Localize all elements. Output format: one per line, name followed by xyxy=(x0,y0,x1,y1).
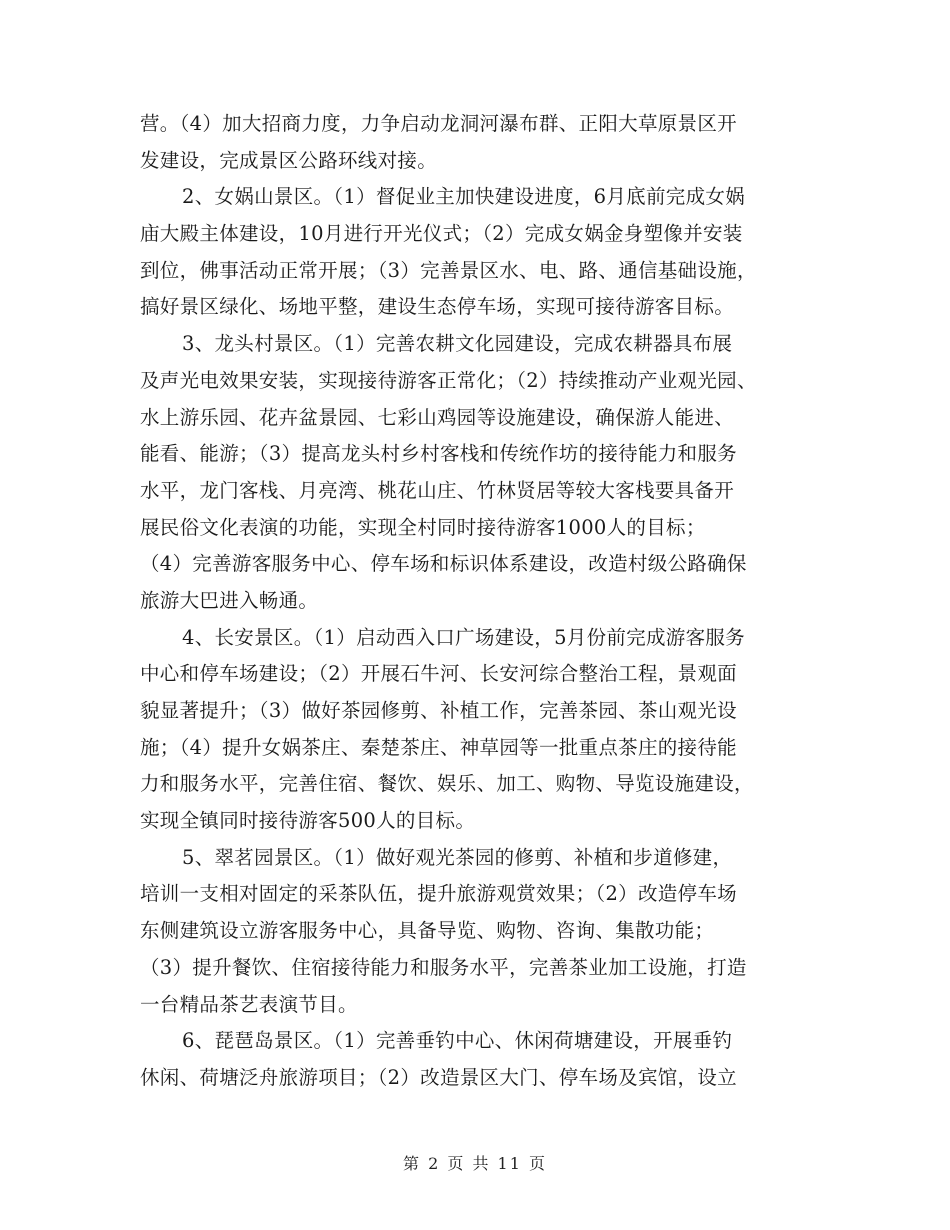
paragraph-start-line: 4、长安景区。（1）启动西入口广场建设，5月份前完成游客服务 xyxy=(182,625,745,649)
paragraph-start-line: 2、女娲山景区。（1）督促业主加快建设进度，6月底前完成女娲 xyxy=(182,185,745,209)
text-line: 施；（4）提升女娲茶庄、秦楚茶庄、神草园等一批重点茶庄的接待能 xyxy=(140,735,737,759)
text-line: 发建设，完成景区公路环线对接。 xyxy=(140,148,438,172)
text-line: 及声光电效果安装，实现接待游客正常化；（2）持续推动产业观光园、 xyxy=(140,368,757,392)
paragraph-start-line: 3、龙头村景区。（1）完善农耕文化园建设，完成农耕器具布展 xyxy=(182,332,733,356)
text-line: 力和服务水平，完善住宿、餐饮、娱乐、加工、购物、导览设施建设， xyxy=(140,772,754,796)
text-line: 水平，龙门客栈、月亮湾、桃花山庄、竹林贤居等较大客栈要具备开 xyxy=(140,478,735,502)
text-line: 展民俗文化表演的功能，实现全村同时接待游客1000人的目标； xyxy=(140,515,706,539)
text-line: 旅游大巴进入畅通。 xyxy=(140,588,319,612)
text-line: 到位，佛事活动正常开展；（3）完善景区水、电、路、通信基础设施， xyxy=(140,258,757,282)
paragraph-start-line: 6、琵琶岛景区。（1）完善垂钓中心、休闲荷塘建设，开展垂钓 xyxy=(182,1029,733,1053)
document-body xyxy=(140,106,820,1097)
text-line: 能看、能游；（3）提高龙头村乡村客栈和传统作坊的接待能力和服务 xyxy=(140,442,737,466)
text-line: 东侧建筑设立游客服务中心，具备导览、购物、咨询、集散功能； xyxy=(140,919,715,943)
page-number-footer: 第 2 页 共 11 页 xyxy=(403,1154,547,1173)
text-line: 搞好景区绿化、场地平整，建设生态停车场，实现可接待游客目标。 xyxy=(140,295,735,319)
text-line: 营。（4）加大招商力度，力争启动龙洞河瀑布群、正阳大草原景区开 xyxy=(140,112,737,135)
text-line: 一台精品茶艺表演节目。 xyxy=(140,992,358,1016)
text-line: 中心和停车场建设；（2）开展石牛河、长安河综合整治工程，景观面 xyxy=(140,662,737,686)
text-line: 水上游乐园、花卉盆景园、七彩山鸡园等设施建设，确保游人能进、 xyxy=(140,405,735,429)
text-line: 培训一支相对固定的采茶队伍，提升旅游观赏效果；（2）改造停车场 xyxy=(140,882,737,906)
text-line: 貌显著提升；（3）做好茶园修剪、补植工作，完善茶园、茶山观光设 xyxy=(140,699,737,722)
paragraph-start-line: 5、翠茗园景区。（1）做好观光茶园的修剪、补植和步道修建， xyxy=(182,845,733,869)
text-line: （3）提升餐饮、住宿接待能力和服务水平，完善茶业加工设施，打造 xyxy=(140,955,747,979)
text-line: 休闲、荷塘泛舟旅游项目；（2）改造景区大门、停车场及宾馆，设立 xyxy=(140,1065,737,1089)
text-line: （4）完善游客服务中心、停车场和标识体系建设，改造村级公路确保 xyxy=(140,552,747,576)
text-line: 庙大殿主体建设，10月进行开光仪式；（2）完成女娲金身塑像并安装 xyxy=(140,222,743,246)
text-line: 实现全镇同时接待游客500人的目标。 xyxy=(140,809,476,833)
